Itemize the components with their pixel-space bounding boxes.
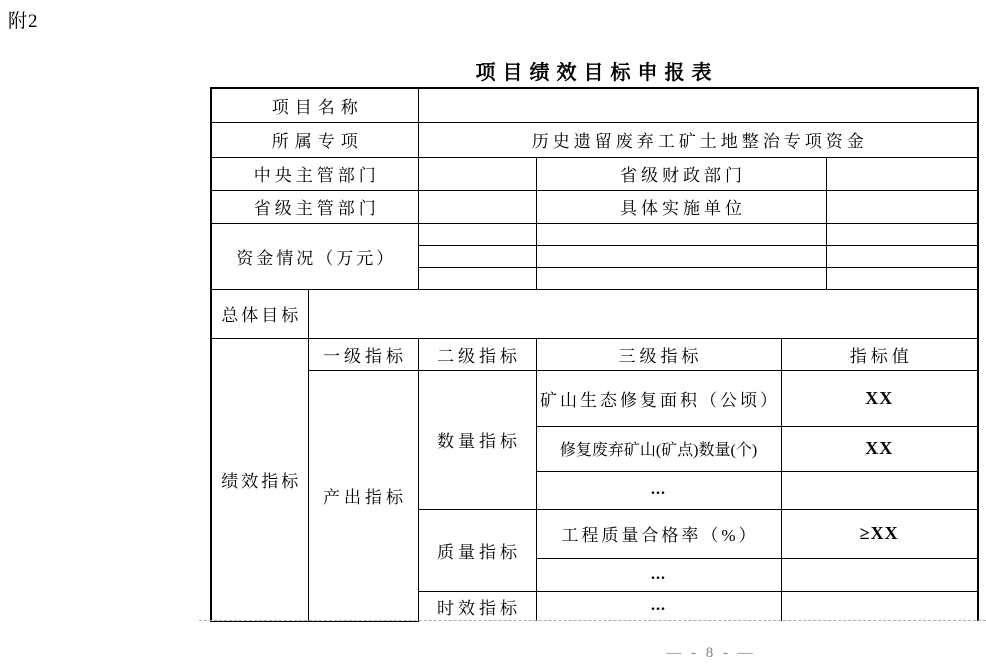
implementation-unit-value-cell[interactable] (826, 190, 978, 223)
provincial-dept-value-cell[interactable] (418, 190, 536, 223)
indicator-value-cell[interactable] (781, 558, 978, 591)
provincial-dept-label: 省级主管部门 (211, 190, 418, 223)
indicator-value-cell[interactable]: XX (781, 426, 978, 471)
indicator-level3-cell: 修复废弃矿山(矿点)数量(个) (536, 426, 781, 471)
page-break-dashed-line (199, 620, 986, 621)
project-name-value-cell[interactable] (418, 88, 978, 122)
page-title: 项目绩效目标申报表 (475, 62, 719, 84)
indicator-level3-cell: ... (536, 471, 781, 509)
indicator-value-cell[interactable] (781, 591, 978, 621)
header-level1: 一级指标 (308, 338, 418, 370)
page-number: — - 8 - — (666, 645, 756, 661)
funding-cell[interactable] (418, 267, 536, 289)
provincial-finance-value-cell[interactable] (826, 157, 978, 190)
indicator-level3-cell: 工程质量合格率（%） (536, 509, 781, 558)
funding-cell[interactable] (536, 223, 826, 245)
indicator-level3-cell: 矿山生态修复面积（公顷） (536, 370, 781, 426)
provincial-finance-label: 省级财政部门 (536, 157, 826, 190)
overall-goal-label: 总体目标 (211, 289, 308, 338)
overall-goal-value-cell[interactable] (308, 289, 978, 338)
indicator-value-cell[interactable]: XX (781, 370, 978, 426)
central-dept-value-cell[interactable] (418, 157, 536, 190)
output-indicator-label: 产出指标 (308, 370, 418, 621)
performance-indicator-label: 绩效指标 (211, 338, 308, 621)
funding-cell[interactable] (418, 223, 536, 245)
timeliness-indicator-label: 时效指标 (418, 591, 536, 621)
funding-cell[interactable] (536, 267, 826, 289)
project-name-label: 项目名称 (211, 88, 418, 122)
funding-label: 资金情况（万元） (211, 223, 418, 289)
funding-cell[interactable] (826, 267, 978, 289)
funding-cell[interactable] (826, 223, 978, 245)
special-project-label: 所属专项 (211, 122, 418, 157)
header-level3: 三级指标 (536, 338, 781, 370)
indicator-value-cell[interactable] (781, 471, 978, 509)
implementation-unit-label: 具体实施单位 (536, 190, 826, 223)
indicator-level3-cell: ... (536, 558, 781, 591)
header-value: 指标值 (781, 338, 978, 370)
central-dept-label: 中央主管部门 (211, 157, 418, 190)
indicator-level3-cell: ... (536, 591, 781, 621)
special-project-value-cell: 历史遗留废弃工矿土地整治专项资金 (418, 122, 978, 157)
indicator-value-cell[interactable]: ≥XX (781, 509, 978, 558)
header-level2: 二级指标 (418, 338, 536, 370)
funding-cell[interactable] (536, 245, 826, 267)
funding-cell[interactable] (418, 245, 536, 267)
funding-cell[interactable] (826, 245, 978, 267)
performance-target-form (210, 87, 979, 622)
quantity-indicator-label: 数量指标 (418, 370, 536, 509)
attachment-label: 附2 (8, 11, 39, 32)
quality-indicator-label: 质量指标 (418, 509, 536, 591)
